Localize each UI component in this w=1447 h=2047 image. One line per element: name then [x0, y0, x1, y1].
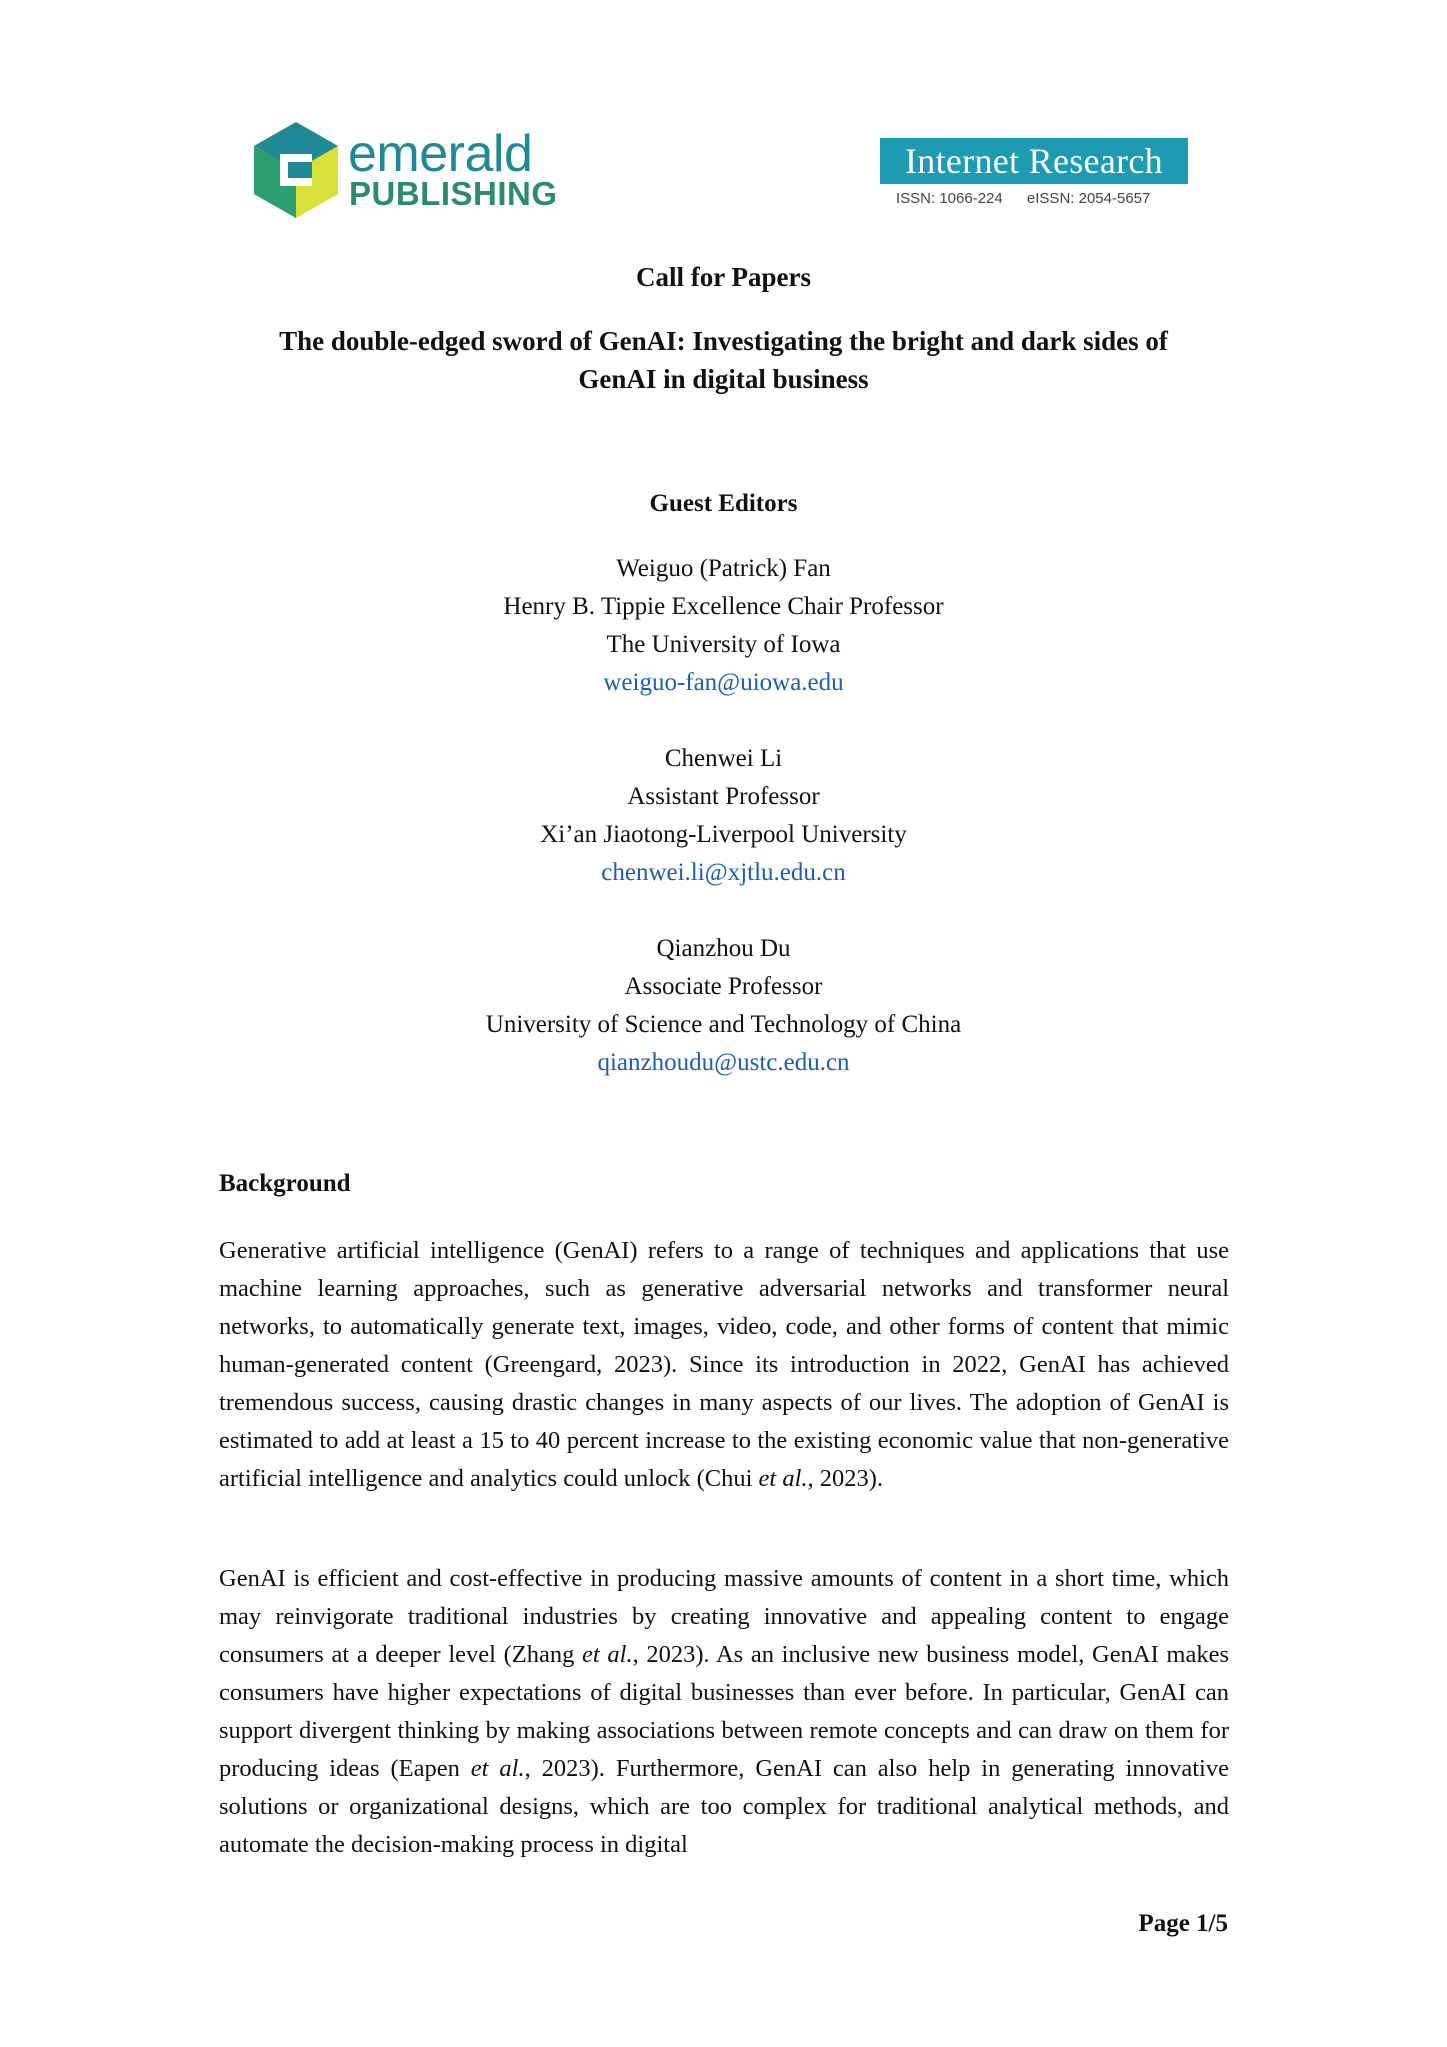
document-title	[0, 322, 1447, 398]
title-line-2: GenAI in digital business	[578, 364, 869, 394]
paragraph-text: , 2023).	[807, 1465, 884, 1492]
editor-role: Henry B. Tippie Excellence Chair Professor	[503, 593, 944, 620]
editor-block	[0, 550, 1447, 702]
publisher-subtitle: PUBLISHING	[349, 175, 558, 212]
editor-name: Qianzhou Du	[656, 935, 791, 962]
editor-affiliation: The University of Iowa	[606, 631, 841, 658]
editor-block	[0, 740, 1447, 892]
emerald-logo-icon	[250, 120, 342, 220]
title-line-1: The double-edged sword of GenAI: Investigating the bright and dark sides of	[279, 326, 1168, 356]
citation-et-al: et al.	[582, 1641, 633, 1668]
editor-email-link[interactable]: chenwei.li@xjtlu.edu.cn	[601, 859, 846, 886]
paragraph-text: GenAI is efficient and cost-effective in producing massive amounts of content in a short time, which may reinvigorate traditional industries by creating innovative and appealing content to engage consumers at a deeper level (Zhang	[219, 1565, 1229, 1668]
issn: ISSN: 1066-224	[896, 190, 1003, 207]
emerald-publishing-logo	[250, 120, 558, 220]
citation-et-al: et al.	[758, 1465, 808, 1492]
page-number: Page 1/5	[1138, 1910, 1228, 1937]
paragraph-text: , 2023). As an inclusive new business model, GenAI makes consumers have higher expectations of digital businesses than ever before. In particular, GenAI can support divergent thinking by making associations between remote concepts and can draw on them for producing ideas (Eapen	[219, 1641, 1229, 1782]
background-heading: Background	[219, 1170, 351, 1197]
journal-issn-line	[880, 190, 1188, 207]
eissn: eISSN: 2054-5657	[1026, 190, 1151, 207]
editor-email-link[interactable]: qianzhoudu@ustc.edu.cn	[597, 1049, 850, 1076]
editor-role: Associate Professor	[624, 973, 823, 1000]
journal-name: Internet Research	[880, 138, 1188, 184]
editor-role: Assistant Professor	[627, 783, 820, 810]
editor-name: Chenwei Li	[664, 745, 783, 772]
background-paragraph-2	[219, 1560, 1229, 1864]
editor-affiliation: Xi’an Jiaotong-Liverpool University	[540, 821, 907, 848]
citation-et-al: et al.	[470, 1755, 525, 1782]
paragraph-text: Generative artificial intelligence (GenAI) refers to a range of techniques and applications that use machine learning approaches, such as generative adversarial networks and transformer neural networks, to automatically generate text, images, video, code, and other forms of content that mimic human-generated content (Greengard, 2023). Since its introduction in 2022, GenAI has achieved tremendous success, causing drastic changes in many aspects of our lives. The adoption of GenAI is estimated to add at least a 15 to 40 percent increase to the existing economic value that non-generative artificial intelligence and analytics could unlock (Chui	[219, 1237, 1229, 1492]
paragraph-text: , 2023). Furthermore, GenAI can also help in generating innovative solutions or organizational designs, which are too complex for traditional analytical methods, and automate the decision-making process in digital	[219, 1755, 1229, 1858]
editor-affiliation: University of Science and Technology of China	[485, 1011, 962, 1038]
journal-logo	[880, 138, 1188, 207]
editor-block	[0, 930, 1447, 1082]
background-paragraph-1	[219, 1232, 1229, 1498]
call-for-papers-heading: Call for Papers	[636, 262, 811, 292]
guest-editors-heading: Guest Editors	[649, 490, 798, 517]
editor-email-link[interactable]: weiguo-fan@uiowa.edu	[603, 669, 844, 696]
editor-name: Weiguo (Patrick) Fan	[616, 555, 831, 582]
publisher-wordmark: emerald	[348, 125, 533, 183]
